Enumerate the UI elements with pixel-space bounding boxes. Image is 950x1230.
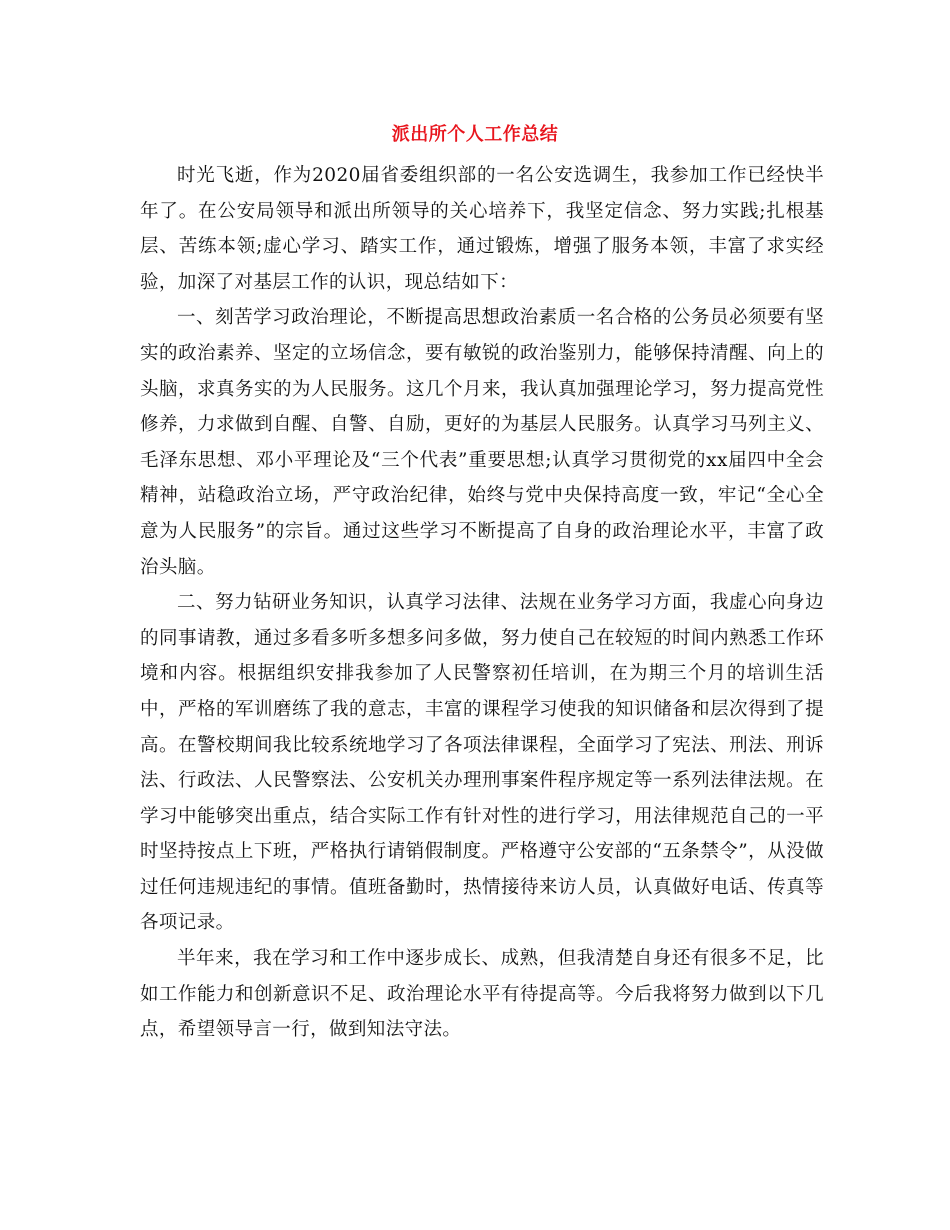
paragraph-political-study: 一、刻苦学习政治理论，不断提高思想政治素质一名合格的公务员必须要有坚实的政治素养、坚定的立场信念，要有敏锐的政治鉴别力，能够保持清醒、向上的头脑，求真务实的为人民服务。这几个月来，我认真加强理论学习，努力提高党性修养，力求做到自醒、自警、自励，更好的为基层人民服务。认真学习马列主义、毛泽东思想、邓小平理论及“三个代表”重要思想;认真学习贯彻党的xx届四中全会精神，站稳政治立场，严守政治纪律，始终与党中央保持高度一致，牢记“全心全意为人民服务”的宗旨。通过这些学习不断提高了自身的政治理论水平，丰富了政治头脑。 bbox=[140, 307, 824, 578]
document-body bbox=[140, 158, 824, 1048]
paragraph-conclusion: 半年来，我在学习和工作中逐步成长、成熟，但我清楚自身还有很多不足，比如工作能力和创新意识不足、政治理论水平有待提高等。今后我将努力做到以下几点，希望领导言一行，做到知法守法。 bbox=[140, 948, 824, 1041]
document-title: 派出所个人工作总结 bbox=[391, 124, 559, 145]
paragraph-intro: 时光飞逝，作为2020届省委组织部的一名公安选调生，我参加工作已经快半年了。在公安局领导和派出所领导的关心培养下，我坚定信念、努力实践;扎根基层、苦练本领;虚心学习、踏实工作，通过锻炼，增强了服务本领，丰富了求实经验，加深了对基层工作的认识，现总结如下： bbox=[140, 165, 824, 293]
paragraph-professional-study: 二、努力钻研业务知识，认真学习法律、法规在业务学习方面，我虚心向身边的同事请教，通过多看多听多想多问多做，努力使自己在较短的时间内熟悉工作环境和内容。根据组织安排我参加了人民警察初任培训，在为期三个月的培训生活中，严格的军训磨练了我的意志，丰富的课程学习使我的知识储备和层次得到了提高。在警校期间我比较系统地学习了各项法律课程，全面学习了宪法、刑法、刑诉法、行政法、人民警察法、公安机关办理刑事案件程序规定等一系列法律法规。在学习中能够突出重点，结合实际工作有针对性的进行学习，用法律规范自己的一平时坚持按点上下班，严格执行请销假制度。严格遵守公安部的“五条禁令”，从没做过任何违规违纪的事情。值班备勤时，热情接待来访人员，认真做好电话、传真等各项记录。 bbox=[140, 592, 824, 934]
